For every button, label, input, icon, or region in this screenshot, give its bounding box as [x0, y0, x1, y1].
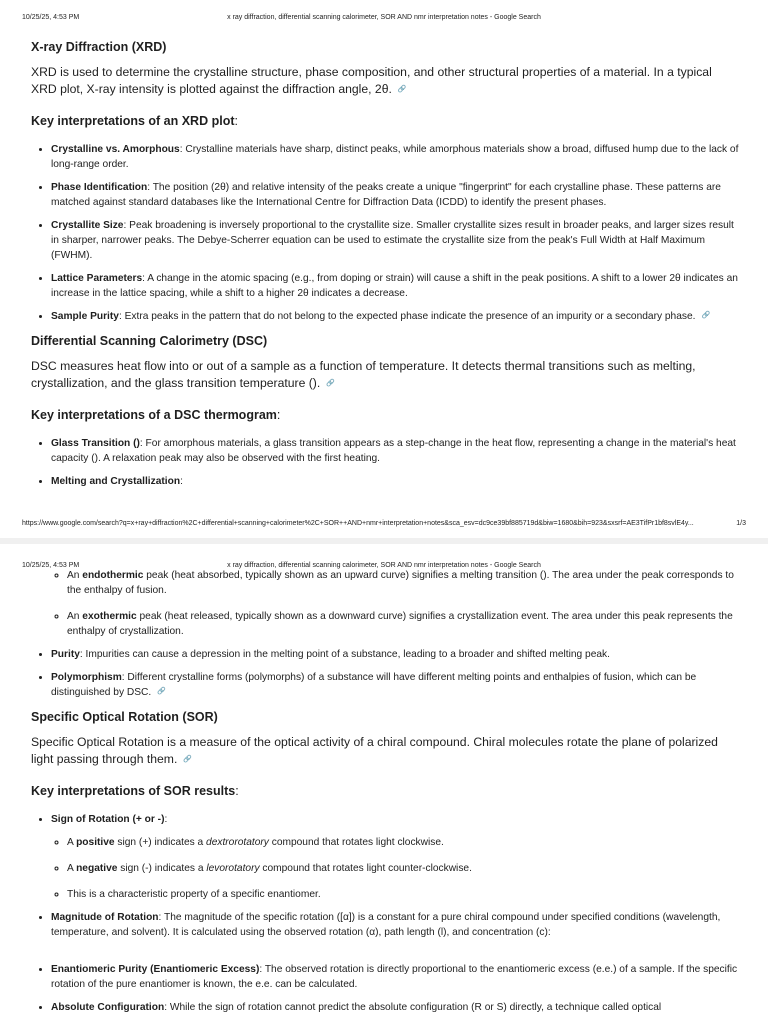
sor-intro: Specific Optical Rotation is a measure of the optical activity of a chiral compound. Chiral molecules rotate the plane of polarized light passing through them. 🔗 [31, 735, 718, 766]
list-item: ◦ A positive sign (+) indicates a dextrorotatory compound that rotates light clockwise. [67, 835, 740, 850]
list-item: • Lattice Parameters: A change in the atomic spacing (e.g., from doping or strain) will cause a shift in the peak positions. A shift to a lower 2θ indicates an increase in the lattice spacing, while a shift to a higher 2θ indicates a decrease. [51, 271, 740, 301]
link-icon[interactable]: 🔗 [397, 86, 407, 93]
xrd-intro: XRD is used to determine the crystalline structure, phase composition, and other structural properties of a material. In a typical XRD plot, X-ray intensity is plotted against the diffraction angle, 2θ. 🔗 [31, 65, 712, 96]
sor-list [31, 812, 740, 1015]
print-datetime: 10/25/25, 4:53 PM [22, 562, 80, 569]
page-number: 1/3 [736, 520, 746, 527]
list-item [51, 568, 740, 639]
page-1-content [31, 38, 740, 497]
sor-subheading: Key interpretations of SOR results: [31, 784, 239, 798]
print-datetime: 10/25/25, 4:53 PM [22, 14, 80, 21]
page-divider [0, 538, 768, 544]
list-item: ◦ This is a characteristic property of a specific enantiomer. [67, 887, 740, 902]
dsc-list [31, 436, 740, 489]
xrd-list [31, 142, 740, 324]
list-item: • Crystallite Size: Peak broadening is inversely proportional to the crystallite size. Smaller crystallite sizes result in broader peaks, and larger sizes result in sharper, narrower peaks. The Debye-Scherrer equation can be used to estimate the crystallite size from the peak's Full Width at Half Maximum (FWHM). [51, 218, 740, 263]
list-item: • Crystalline vs. Amorphous: Crystalline materials have sharp, distinct peaks, while amorphous materials show a broad, diffused hump due to the lack of long-range order. [51, 142, 740, 172]
print-url: https://www.google.com/search?q=x+ray+diffraction%2C+differential+scanning+calorimeter%2C+SOR++AND+nmr+interpretation+notes&sca_esv=dc9ce39bf885719d&biw=1680&bih=923&sxsrf=AE3TifPr1bf8svlE4y... [22, 520, 694, 527]
list-item: • Magnitude of Rotation: The magnitude of the specific rotation ([α]) is a constant for a pure chiral compound under specified conditions (wavelength, temperature, and solvent). It is calculated using the observed rotation (α), path length (l), and concentration (c): [51, 910, 740, 940]
list-item: • Purity: Impurities can cause a depression in the melting point of a substance, leading to a broader and shifted melting peak. [51, 647, 740, 662]
pdf-page-footer [22, 518, 746, 530]
link-icon[interactable]: 🔗 [183, 756, 193, 763]
dsc-list-continued [31, 568, 740, 700]
dsc-subheading: Key interpretations of a DSC thermogram: [31, 408, 281, 422]
dsc-heading: Differential Scanning Calorimetry (DSC) [31, 334, 268, 348]
print-title: x ray diffraction, differential scanning calorimeter, SOR AND nmr interpretation notes - Google Search [227, 562, 541, 569]
list-item: • Sign of Rotation (+ or -): ◦ A positive sign (+) indicates a dextrorotatory compound that rotates light clockwise. ◦ A negative sign (-) indicates a levorotatory compound that rotates light counter-clockwise. ◦ This is a characteristic property of a specific enantiomer. [51, 812, 740, 902]
list-item: ◦ An endothermic peak (heat absorbed, typically shown as an upward curve) signifies a melting transition (). The area under the peak corresponds to the enthalpy of fusion. [67, 568, 740, 598]
sign-sublist [51, 835, 740, 902]
list-item: • Absolute Configuration: While the sign of rotation cannot predict the absolute configuration (R or S) directly, a technique called optical [51, 1000, 740, 1015]
list-item: • Phase Identification: The position (2θ) and relative intensity of the peaks create a unique "fingerprint" for each crystalline phase. These patterns are matched against standard databases like the International Centre for Diffraction Data (ICDD) to identify the present phases. [51, 180, 740, 210]
print-title: x ray diffraction, differential scanning calorimeter, SOR AND nmr interpretation notes - Google Search [227, 14, 541, 21]
list-item: • Sample Purity: Extra peaks in the pattern that do not belong to the expected phase indicate the presence of an impurity or a secondary phase. 🔗 [51, 309, 740, 324]
list-item: ◦ An exothermic peak (heat released, typically shown as a downward curve) signifies a crystallization event. The area under this peak represents the enthalpy of crystallization. [67, 609, 740, 639]
list-item: • Polymorphism: Different crystalline forms (polymorphs) of a substance will have different melting points and enthalpies of fusion, which can be distinguished by DSC. 🔗 [51, 670, 740, 700]
xrd-heading: X-ray Diffraction (XRD) [31, 40, 167, 54]
sor-heading: Specific Optical Rotation (SOR) [31, 710, 218, 724]
link-icon[interactable]: 🔗 [326, 380, 335, 387]
xrd-subheading: Key interpretations of an XRD plot: [31, 114, 238, 128]
link-icon[interactable]: 🔗 [157, 688, 166, 695]
pdf-page-header [22, 12, 746, 24]
melting-sublist [51, 568, 740, 639]
link-icon[interactable]: 🔗 [701, 312, 711, 319]
list-item: • Melting and Crystallization: [51, 474, 740, 489]
page-2-content [31, 568, 740, 1023]
list-item: ◦ A negative sign (-) indicates a levorotatory compound that rotates light counter-clockwise. [67, 861, 740, 876]
pdf-page-2 [0, 548, 768, 1024]
list-item: • Enantiomeric Purity (Enantiomeric Excess): The observed rotation is directly proportional to the enantiomeric excess (e.e.) of a sample. If the specific rotation of the pure enantiomer is known, the e.e. can be calculated. [51, 962, 740, 992]
dsc-intro: DSC measures heat flow into or out of a sample as a function of temperature. It detects thermal transitions such as melting, crystallization, and the glass transition temperature (). 🔗 [31, 359, 696, 390]
list-item: • Glass Transition (): For amorphous materials, a glass transition appears as a step-change in the heat flow, representing a change in the material's heat capacity (). A relaxation peak may also be observed with the first heating. [51, 436, 740, 466]
